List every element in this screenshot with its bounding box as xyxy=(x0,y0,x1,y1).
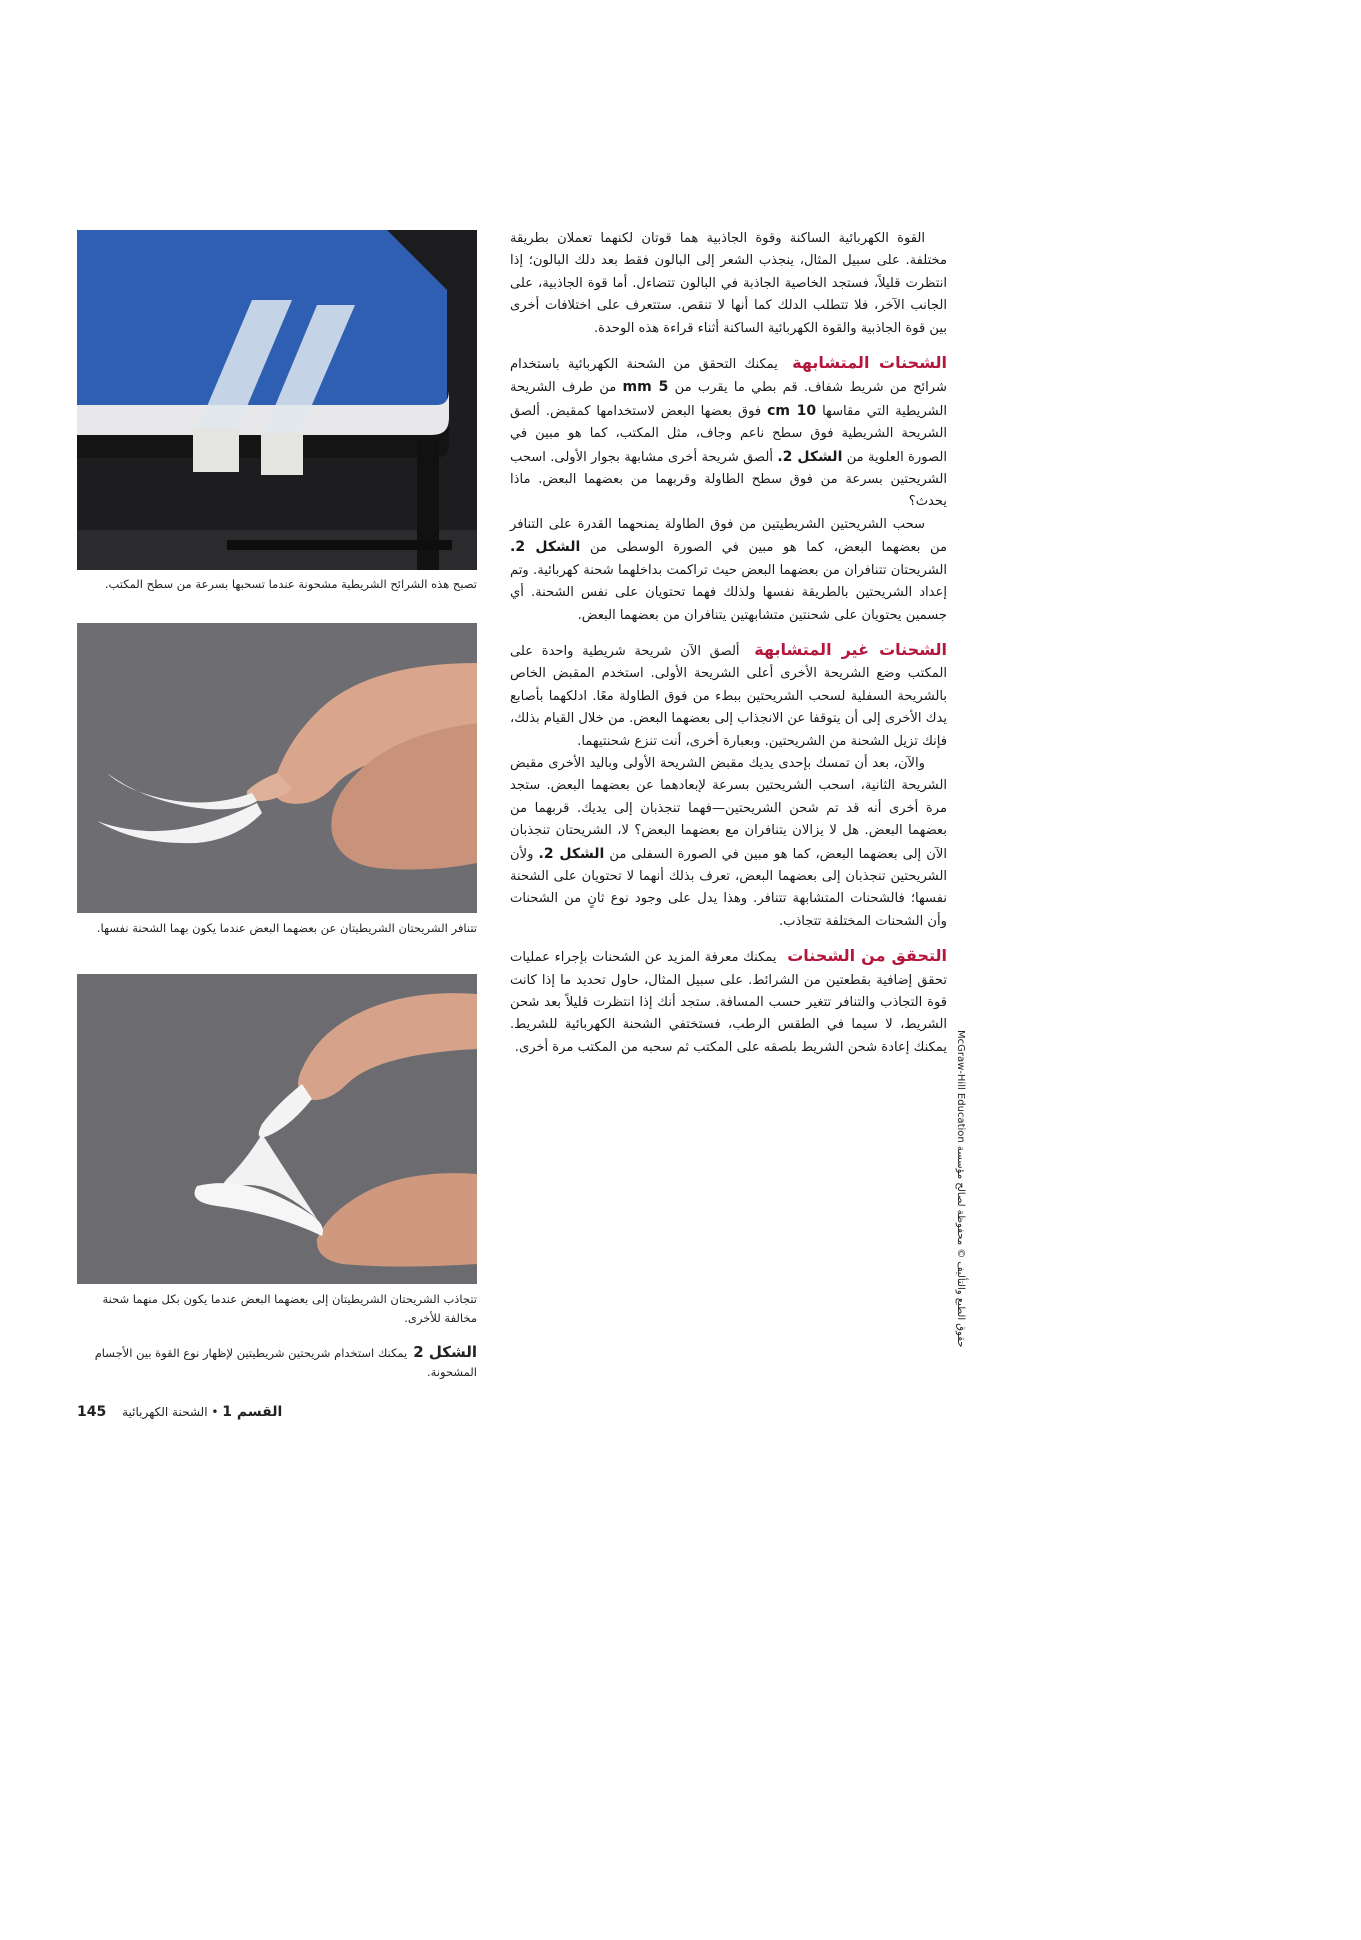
heading-similar-charges: الشحنات المتشابهة xyxy=(792,353,947,373)
similar-charges-text-b: من طرف الشريحة الشريطية التي مقاسها xyxy=(510,380,947,419)
figure-2-caption-text: يمكنك استخدام شريحتين شريطيتين لإظهار نوع القوة بين الأجسام المشحونة. xyxy=(94,1346,477,1379)
photo-table-tape xyxy=(77,230,477,570)
main-text-column xyxy=(510,228,947,1059)
figure-2-label: الشكل 2 xyxy=(413,1343,477,1361)
measure-10cm: 10 cm xyxy=(767,402,817,419)
page-footer xyxy=(77,1404,477,1420)
unlike-charges-p2-b: ولأن الشريحتين تنجذبان إلى بعضهما البعض، تعرف بذلك أنهما لا تحتويان على الشحنة نفسها؛ فالشحنات المتشابهة تتنافر. وهذا يدل على وجود نوع ثانٍ من الشحنات وأن الشحنات المختلفة تتجاذب. xyxy=(510,846,947,929)
similar-charges-p2-a: سحب الشريحتين الشريطيتين من فوق الطاولة يمنحهما القدرة على التنافر من بعضهما البعض، كما هو مبين في الصورة الوسطى من xyxy=(510,516,947,556)
copyright-notice: حقوق الطبع والتأليف © محفوظة لصالح مؤسسة McGraw-Hill Education xyxy=(955,1030,966,1348)
figure-caption-bottom: تتجاذب الشريحتان الشريطيتان إلى بعضهما البعض عندما يكون بكل منهما شحنة مخالفة للأخرى. xyxy=(102,1292,477,1325)
similar-charges-p2-b: الشريحتان تتنافران من بعضهما البعض حيث تراكمت بداخلهما شحنة كهربائية. وتم إعداد الشريحتين بالطريقة نفسها ولذلك فهما تحتويان على نفس الشحنة. أي جسمين يحتويان على شحنتين متشابهتين يتنافران من بعضهما البعض. xyxy=(510,562,947,623)
similar-charges-text-c: فوق بعضها البعض لاستخدامها كمقبض. ألصق الشريحة الشريطية فوق سطح ناعم وجاف، مثل المكتب، كما هو مبين في الصورة العلوية من xyxy=(510,403,947,465)
footer-section: القسم 1 xyxy=(222,1404,283,1420)
heading-unlike-charges: الشحنات غير المتشابهة xyxy=(754,639,947,659)
heading-check-charges: التحقق من الشحنات xyxy=(787,946,948,966)
photo-attracting-strips xyxy=(77,974,477,1284)
similar-charges-paragraph xyxy=(510,352,947,514)
figure-caption-middle: تتنافر الشريحتان الشريطيتان عن بعضهما البعض عندما يكون بهما الشحنة نفسها. xyxy=(96,921,477,935)
check-charges-text: يمكنك معرفة المزيد عن الشحنات بإجراء عمليات تحقق إضافية بقطعتين من الشرائط. على سبيل المثال، حاول تحديد ما إذا كانت قوة التجاذب والتنافر تتغير حسب المسافة. ستجد أنك إذا انتظرت قليلاً بعد شحن الشريط، لا سيما في الطقس الرطب، فستختفي الشحنة الكهربائية للشريط. يمكنك إعادة شحن الشريط بلصقه على المكتب ثم سحبه من المكتب مرة أخرى. xyxy=(510,950,947,1055)
measure-5mm: 5 mm xyxy=(622,379,669,396)
unlike-charges-p2-a: والآن، بعد أن تمسك بإحدى يديك مقبض الشريحة الأولى وباليد الأخرى مقبض الشريحة الثانية، اسحب الشريحتين بسرعة لإبعادهما عن بعضهما البعض. ستجد مرة أخرى أنه قد تم شحن الشريحتين—فهما تنجذبان إلى يديك. قربهما من بعضهما البعض. هل لا يزالان يتنافران مع بعضهما البعض؟ لا، الشريحتان تنجذبان الآن إلى بعضهما البعض، كما هو مبين في الصورة السفلى من xyxy=(510,755,947,862)
repelling-strips-illustration xyxy=(77,623,477,913)
similar-charges-text-d: ألصق شريحة أخرى مشابهة بجوار الأولى. اسحب الشريحتين بسرعة من فوق سطح الطاولة وقربهما من بعضهما البعض. ماذا يحدث؟ xyxy=(510,449,947,510)
figure-ref: الشكل 2. xyxy=(538,845,605,862)
figure-caption-top: تصبح هذه الشرائح الشريطية مشحونة عندما تسحبها بسرعة من سطح المكتب. xyxy=(104,577,477,591)
check-charges-paragraph xyxy=(510,945,947,1059)
similar-charges-text-a: يمكنك التحقق من الشحنة الكهربائية باستخدام شرائح من شريط شفاف. قم بطي ما يقرب من xyxy=(510,357,947,396)
photo-repelling-strips xyxy=(77,623,477,913)
unlike-charges-paragraph xyxy=(510,639,947,753)
figure-ref: الشكل 2. xyxy=(777,448,843,465)
page-number: 145 xyxy=(77,1404,107,1420)
figure-2-caption xyxy=(77,1343,477,1382)
unlike-charges-paragraph-2 xyxy=(510,753,947,933)
similar-charges-paragraph-2 xyxy=(510,514,947,627)
table-tape-illustration xyxy=(77,230,477,570)
footer-title: الشحنة الكهربائية xyxy=(122,1405,208,1419)
unlike-charges-text: ألصق الآن شريحة شريطية واحدة على المكتب وضع الشريحة الأخرى أعلى الشريحة الأولى. استخدم المقبض الخاص بالشريحة السفلية لسحب الشريحتين ببطء من فوق الطاولة معًا. ادلكهما بأصابع يدك الأخرى إلى أن يتوقفا عن الانجذاب إلى بعضهما البعض. من خلال القيام بذلك، فإنك تزيل الشحنة من الشريحتين. وبعبارة أخرى، أنت تنزع شحنتيهما. xyxy=(510,643,947,749)
attracting-strips-illustration xyxy=(77,974,477,1284)
figure-ref: الشكل 2. xyxy=(510,539,581,556)
intro-paragraph: القوة الكهربائية الساكنة وقوة الجاذبية هما قوتان لكنهما تعملان بطريقة مختلفة. على سبيل المثال، ينجذب الشعر إلى البالون فقط بعد دلك البالون؛ إذا انتظرت قليلاً، فستجد الخاصية الجاذبة في البالون تتضاءل. أما قوة الجاذبية، على الجانب الآخر، فلا تتطلب الدلك كما أنها لا تنقص. ستتعرف على اختلافات أخرى بين قوة الجاذبية والقوة الكهربائية الساكنة أثناء قراءة هذه الوحدة. xyxy=(510,231,947,336)
footer-bullet: • xyxy=(211,1405,219,1419)
